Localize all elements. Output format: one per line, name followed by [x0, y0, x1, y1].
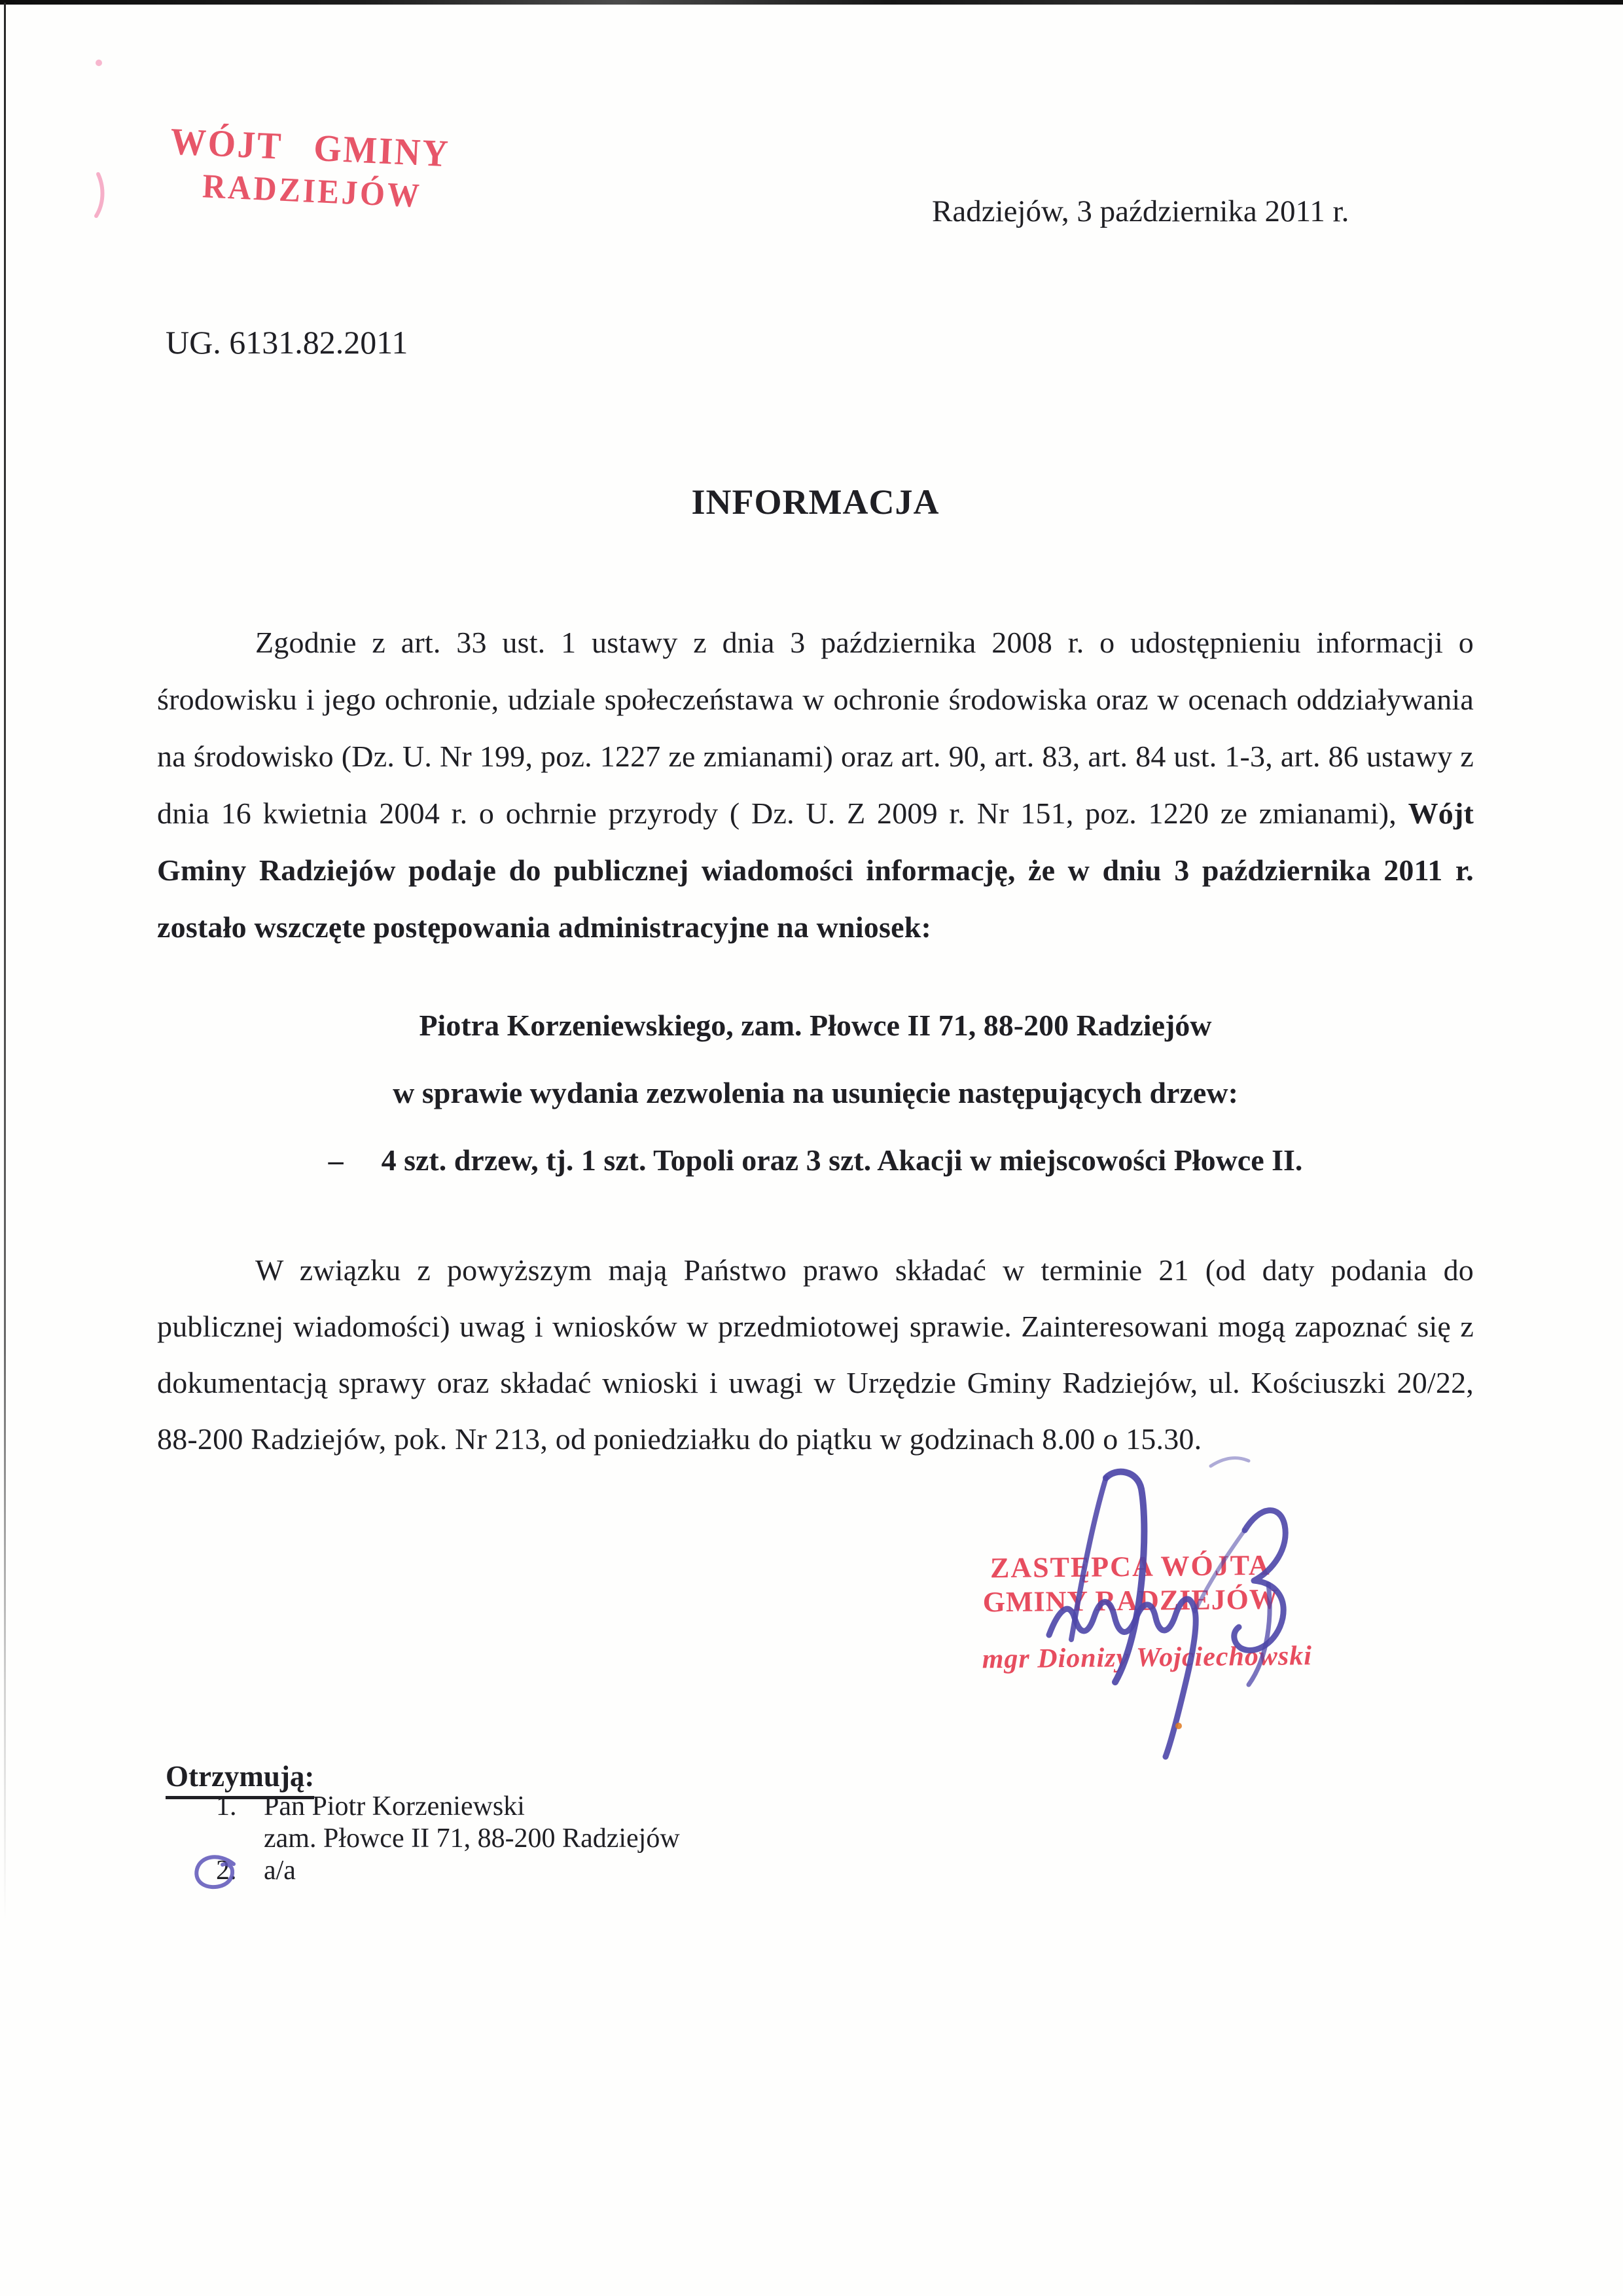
application-details-block [157, 992, 1474, 1194]
file-copy-note: a/a [264, 1856, 296, 1886]
scan-edge-artifact-top [0, 0, 1623, 5]
recipient-address: zam. Płowce II 71, 88-200 Radziejów [264, 1823, 680, 1854]
scan-edge-artifact-left [4, 3, 6, 1920]
deputy-mayor-stamp-name: mgr Dionizy Wojciechowski [982, 1641, 1313, 1675]
list-item-body [264, 1791, 680, 1855]
public-notice-bold-text: Wójt Gminy Radziejów podaje do publicznej wiadomości informację, że w dniu 3 października 2011 r. zostało wszczęte postępowania administracyjne na wniosek: [157, 797, 1474, 944]
deputy-mayor-stamp [981, 1549, 1313, 1676]
request-subject-line: w sprawie wydania zezwolenia na usunięcie następujących drzew: [393, 1076, 1238, 1109]
submission-rights-paragraph: W związku z powyższym mają Państwo prawo składać w terminie 21 (od daty podania do publicznej wiadomości) uwag i wniosków w przedmiotowej sprawie. Zainteresowani mogą zapoznać się z dokumentacją sprawy oraz składać wnioski i uwagi w Urzędzie Gminy Radziejów, ul. Kościuszki 20/22, 88-200 Radziejów, pok. Nr 213, od poniedziałku do piątku w godzinach 8.00 o 15.30. [157, 1253, 1474, 1456]
place-and-date: Radziejów, 3 października 2011 r. [932, 194, 1349, 228]
trees-list-line [157, 1126, 1474, 1194]
mayor-office-stamp [168, 119, 469, 217]
mayor-office-stamp-line1: WÓJT GMINY [169, 119, 451, 175]
deputy-mayor-stamp-line2: GMINY RADZIEJÓW [982, 1583, 1279, 1619]
list-dash: – [328, 1143, 344, 1177]
pink-smudge-dot [96, 60, 102, 66]
legal-basis-text: Zgodnie z art. 33 ust. 1 ustawy z dnia 3 października 2008 r. o udostępnieniu informacji o środowisku i jego ochronie, udziale społeczeństawa w ochronie środowiska oraz w ocenach oddziaływania na środowisko (Dz. U. Nr 199, poz. 1227 ze zmianami) oraz art. 90, art. 83, art. 84 ust. 1-3, art. 86 ustawy z dnia 16 kwietnia 2004 r. o ochrnie przyrody ( Dz. U. Z 2009 r. Nr 151, poz. 1220 ze zmianami), [157, 626, 1474, 830]
pink-smudge-curl [96, 174, 102, 216]
list-item [216, 1791, 680, 1855]
trees-list-text: 4 szt. drzew, tj. 1 szt. Topoli oraz 3 szt. Akacji w miejscowości Płowce II. [381, 1143, 1303, 1177]
document-title: INFORMACJA [691, 482, 940, 522]
applicant-line: Piotra Korzeniewskiego, zam. Płowce II 71, 88-200 Radziejów [419, 1009, 1212, 1042]
orange-ink-dot [1175, 1723, 1182, 1729]
deputy-mayor-stamp-line1: ZASTĘPCA WÓJTA [990, 1549, 1271, 1585]
mayor-office-stamp-line2: RADZIEJÓW [202, 168, 423, 215]
recipient-name: Pan Piotr Korzeniewski [264, 1791, 525, 1821]
list-item [216, 1855, 680, 1887]
list-item-number: 1. [216, 1791, 237, 1821]
distribution-list [216, 1791, 680, 1887]
case-reference-number: UG. 6131.82.2011 [166, 324, 408, 361]
legal-basis-paragraph [157, 614, 1474, 956]
list-item-number: 2. [216, 1856, 237, 1886]
distribution-heading: Otrzymują: [166, 1759, 314, 1799]
